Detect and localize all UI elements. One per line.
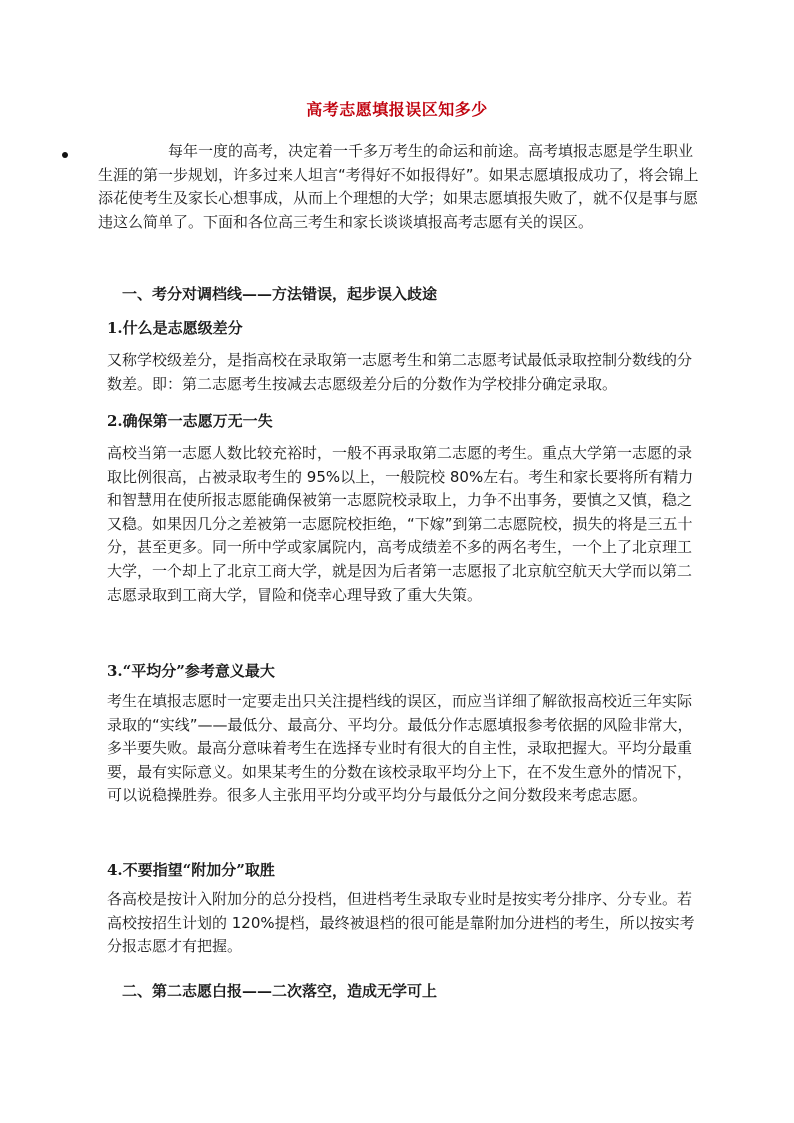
paragraph-2: 高校当第一志愿人数比较充裕时，一般不再录取第二志愿的考生。重点大学第一志愿的录取比例很高，占被录取考生的 95%以上，一般院校 80%左右。考生和家长要将所有精力和智慧用在使所报志愿能确保被第一志愿院校录取上，力争不出事务，要慎之又慎，稳之又稳。如果因几分之差被第一志愿院校拒绝，“下嫁”到第二志愿院校，损失的将是三五十分，甚至更多。同一所中学或家属院内，高考成绩差不多的两名考生，一个上了北京理工大学，一个却上了北京工商大学，就是因为后者第一志愿报了北京航空航天大学而以第二志愿录取到工商大学，冒险和侥幸心理导致了重大失策。: [107, 444, 694, 604]
paragraph-1: 又称学校级差分，是指高校在录取第一志愿考生和第二志愿考试最低录取控制分数线的分数差。即：第二志愿考生按减去志愿级差分后的分数作为学校排分确定录取。: [107, 351, 693, 393]
section-heading-2: 二、第二志愿白报——二次落空，造成无学可上: [122, 982, 438, 1000]
paragraph-3: 考生在填报志愿时一定要走出只关注提档线的误区，而应当详细了解欲报高校近三年实际录取的“实线”——最低分、最高分、平均分。最低分作志愿填报参考依据的风险非常大，多半要失败。最高分意味着考生在选择专业时有很大的自主性，录取把握大。平均分最重要，最有实际意义。如果某考生的分数在该校录取平均分上下，在不发生意外的情况下，可以说稳操胜券。很多人主张用平均分或平均分与最低分之间分数段来考虑志愿。: [107, 692, 693, 805]
list-bullet-icon: [62, 152, 68, 158]
paragraph-4: 各高校是按计入附加分的总分投档，但进档考生录取专业时是按实考分排序、分专业。若高校按招生计划的 120%提档，最终被退档的很可能是靠附加分进档的考生，所以按实考分报志愿才有把握。: [107, 890, 695, 956]
subheading-1: 1.什么是志愿级差分: [107, 319, 243, 337]
subheading-4: 4.不要指望“附加分”取胜: [107, 861, 275, 879]
subheading-2: 2.确保第一志愿万无一失: [107, 412, 273, 430]
intro-paragraph: 每年一度的高考，决定着一千多万考生的命运和前途。高考填报志愿是学生职业生涯的第一步规划，许多过来人坦言“考得好不如报得好”。如果志愿填报成功了，将会锦上添花使考生及家长心想事成，从而上个理想的大学；如果志愿填报失败了，就不仅是事与愿违这么简单了。下面和各位高三考生和家长谈谈填报高考志愿有关的误区。: [98, 142, 699, 231]
subheading-3: 3.“平均分”参考意义最大: [107, 662, 275, 680]
page-title: 高考志愿填报误区知多少: [306, 100, 488, 119]
section-heading-1: 一、考分对调档线——方法错误，起步误入歧途: [122, 285, 438, 303]
